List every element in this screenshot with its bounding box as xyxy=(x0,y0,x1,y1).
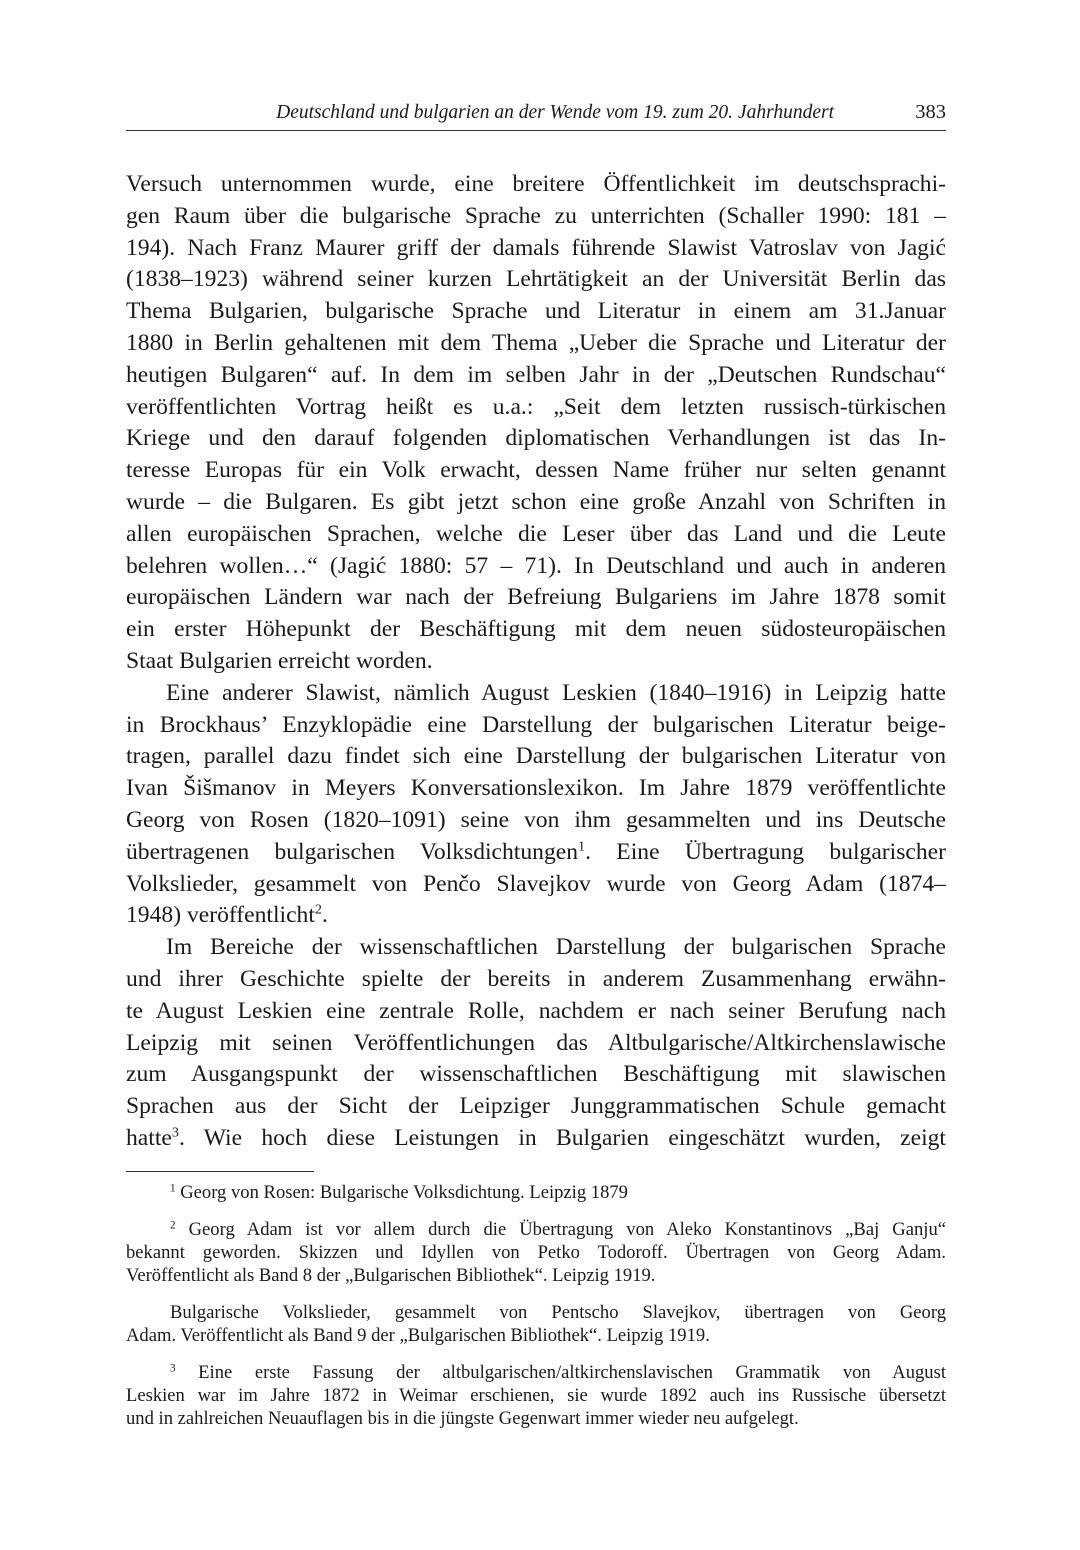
text-line: teresse Europas für ein Volk erwacht, dessen Name früher nur selten genannt xyxy=(126,457,946,484)
text-line: ein erster Höhepunkt der Beschäftigung mit dem neuen südosteuropäischen xyxy=(126,616,946,643)
footnote-number: 1 xyxy=(170,1182,176,1195)
text-line: Ivan Šišmanov in Meyers Konversationslexikon. Im Jahre 1879 veröffentlichte xyxy=(126,775,946,802)
footnote-reference: 2 xyxy=(314,901,322,918)
text-line: und ihrer Geschichte spielte der bereits in anderem Zusammenhang erwähn- xyxy=(126,965,946,992)
footnote-separator xyxy=(126,1171,314,1172)
footnote-line xyxy=(126,1218,946,1241)
footnote-line: Bulgarische Volkslieder, gesammelt von Pentscho Slavejkov, übertragen von Georg xyxy=(170,1302,946,1323)
text-line: Im Bereiche der wissenschaftlichen Darstellung der bulgarischen Sprache xyxy=(166,934,946,961)
text-line: allen europäischen Sprachen, welche die Leser über das Land und die Leute xyxy=(126,520,946,547)
main-text xyxy=(126,169,946,1155)
footnote-line xyxy=(126,1361,946,1384)
paragraph xyxy=(126,169,946,678)
running-header-title: Deutschland und bulgarien an der Wende vom 19. zum 20. Jahrhundert xyxy=(276,102,834,123)
text-segment: Eine erste Fassung der altbulgarischen/altkirchenslavischen Grammatik von August xyxy=(175,1362,946,1383)
footnote xyxy=(126,1361,946,1430)
text-line: Kriege und den darauf folgenden diplomatischen Verhandlungen ist das In- xyxy=(126,425,946,452)
text-line: Versuch unternommen wurde, eine breitere Öffentlichkeit im deutschsprachi- xyxy=(126,171,946,197)
text-line: veröffentlichten Vortrag heißt es u.a.: „Seit dem letzten russisch-türkischen xyxy=(126,393,946,420)
text-line: wurde – die Bulgaren. Es gibt jetzt schon eine große Anzahl von Schriften in xyxy=(126,488,946,515)
page-number: 383 xyxy=(915,101,946,123)
text-line: gen Raum über die bulgarische Sprache zu unterrichten (Schaller 1990: 181 – xyxy=(126,202,946,229)
text-line: in Brockhaus’ Enzyklopädie eine Darstellung der bulgarischen Literatur beige- xyxy=(126,711,946,738)
text-line: zum Ausgangspunkt der wissenschaftlichen Beschäftigung mit slawischen xyxy=(126,1061,946,1088)
text-segment: hatte xyxy=(126,1124,172,1151)
text-segment: . Wie hoch diese Leistungen in Bulgarien eingeschätzt wurden, zeigt xyxy=(178,1124,946,1151)
footnote-reference: 1 xyxy=(578,838,586,855)
footnote xyxy=(126,1181,946,1204)
text-segment: 1948) veröffentlicht xyxy=(126,902,315,929)
text-line: (1838–1923) während seiner kurzen Lehrtätigkeit an der Universität Berlin das xyxy=(126,266,946,293)
text-segment: Georg von Rosen: Bulgarische Volksdichtung. Leipzig 1879 xyxy=(175,1182,628,1203)
text-line xyxy=(126,837,946,869)
text-line: te August Leskien eine zentrale Rolle, nachdem er nach seiner Berufung nach xyxy=(126,997,946,1024)
text-line: Thema Bulgarien, bulgarische Sprache und Literatur in einem am 31.Januar xyxy=(126,298,946,325)
text-line: europäischen Ländern war nach der Befreiung Bulgariens im Jahre 1878 somit xyxy=(126,584,946,611)
paragraph xyxy=(126,932,946,1155)
text-line: belehren wollen…“ (Jagić 1880: 57 – 71). In Deutschland und auch in anderen xyxy=(126,552,946,579)
footnote xyxy=(126,1301,946,1347)
footnote-number: 2 xyxy=(170,1219,176,1232)
text-segment: . xyxy=(322,902,328,929)
text-line: tragen, parallel dazu findet sich eine Darstellung der bulgarischen Literatur von xyxy=(126,743,946,770)
footnote-line: bekannt geworden. Skizzen und Idyllen von Petko Todoroff. Übertragen von Georg Adam. xyxy=(126,1242,946,1263)
text-line: Georg von Rosen (1820–1091) seine von ihm gesammelten und ins Deutsche xyxy=(126,806,946,833)
footnote-line: und in zahlreichen Neuauflagen bis in die jüngste Gegenwart immer wieder neu aufgelegt. xyxy=(126,1408,799,1429)
text-line: Sprachen aus der Sicht der Leipziger Junggrammatischen Schule gemacht xyxy=(126,1093,946,1120)
footnote-line xyxy=(126,1181,946,1204)
text-line: heutigen Bulgaren“ auf. In dem im selben Jahr in der „Deutschen Rundschau“ xyxy=(126,361,946,388)
footnote-line: Adam. Veröffentlicht als Band 9 der „Bulgarischen Bibliothek“. Leipzig 1919. xyxy=(126,1325,710,1346)
running-header xyxy=(126,100,946,131)
text-segment: übertragenen bulgarischen Volksdichtungen xyxy=(126,838,579,865)
footnotes xyxy=(126,1181,946,1444)
text-line: 1880 in Berlin gehaltenen mit dem Thema „Ueber die Sprache und Literatur der xyxy=(126,329,946,356)
text-line: Staat Bulgarien erreicht worden. xyxy=(126,647,433,674)
text-line xyxy=(126,900,946,932)
text-line: Volkslieder, gesammelt von Penčo Slavejkov wurde von Georg Adam (1874– xyxy=(126,870,946,897)
text-segment: Georg Adam ist vor allem durch die Übertragung von Aleko Konstantinovs „Baj Ganju“ xyxy=(175,1219,946,1240)
footnote-number: 3 xyxy=(170,1362,176,1375)
footnote-line: Veröffentlicht als Band 8 der „Bulgarischen Bibliothek“. Leipzig 1919. xyxy=(126,1265,656,1286)
footnote xyxy=(126,1218,946,1287)
paragraph xyxy=(126,678,946,932)
text-segment: . Eine Übertragung bulgarischer xyxy=(585,838,946,865)
text-line: Leipzig mit seinen Veröffentlichungen das Altbulgarische/Altkirchenslawische xyxy=(126,1029,946,1056)
footnote-line: Leskien war im Jahre 1872 in Weimar erschienen, sie wurde 1892 auch ins Russische übersetzt xyxy=(126,1385,946,1406)
text-line: Eine anderer Slawist, nämlich August Leskien (1840–1916) in Leipzig hatte xyxy=(166,679,946,706)
text-line xyxy=(126,1123,946,1155)
text-line: 194). Nach Franz Maurer griff der damals führende Slawist Vatroslav von Jagić xyxy=(126,234,946,261)
footnote-reference: 3 xyxy=(171,1124,179,1141)
